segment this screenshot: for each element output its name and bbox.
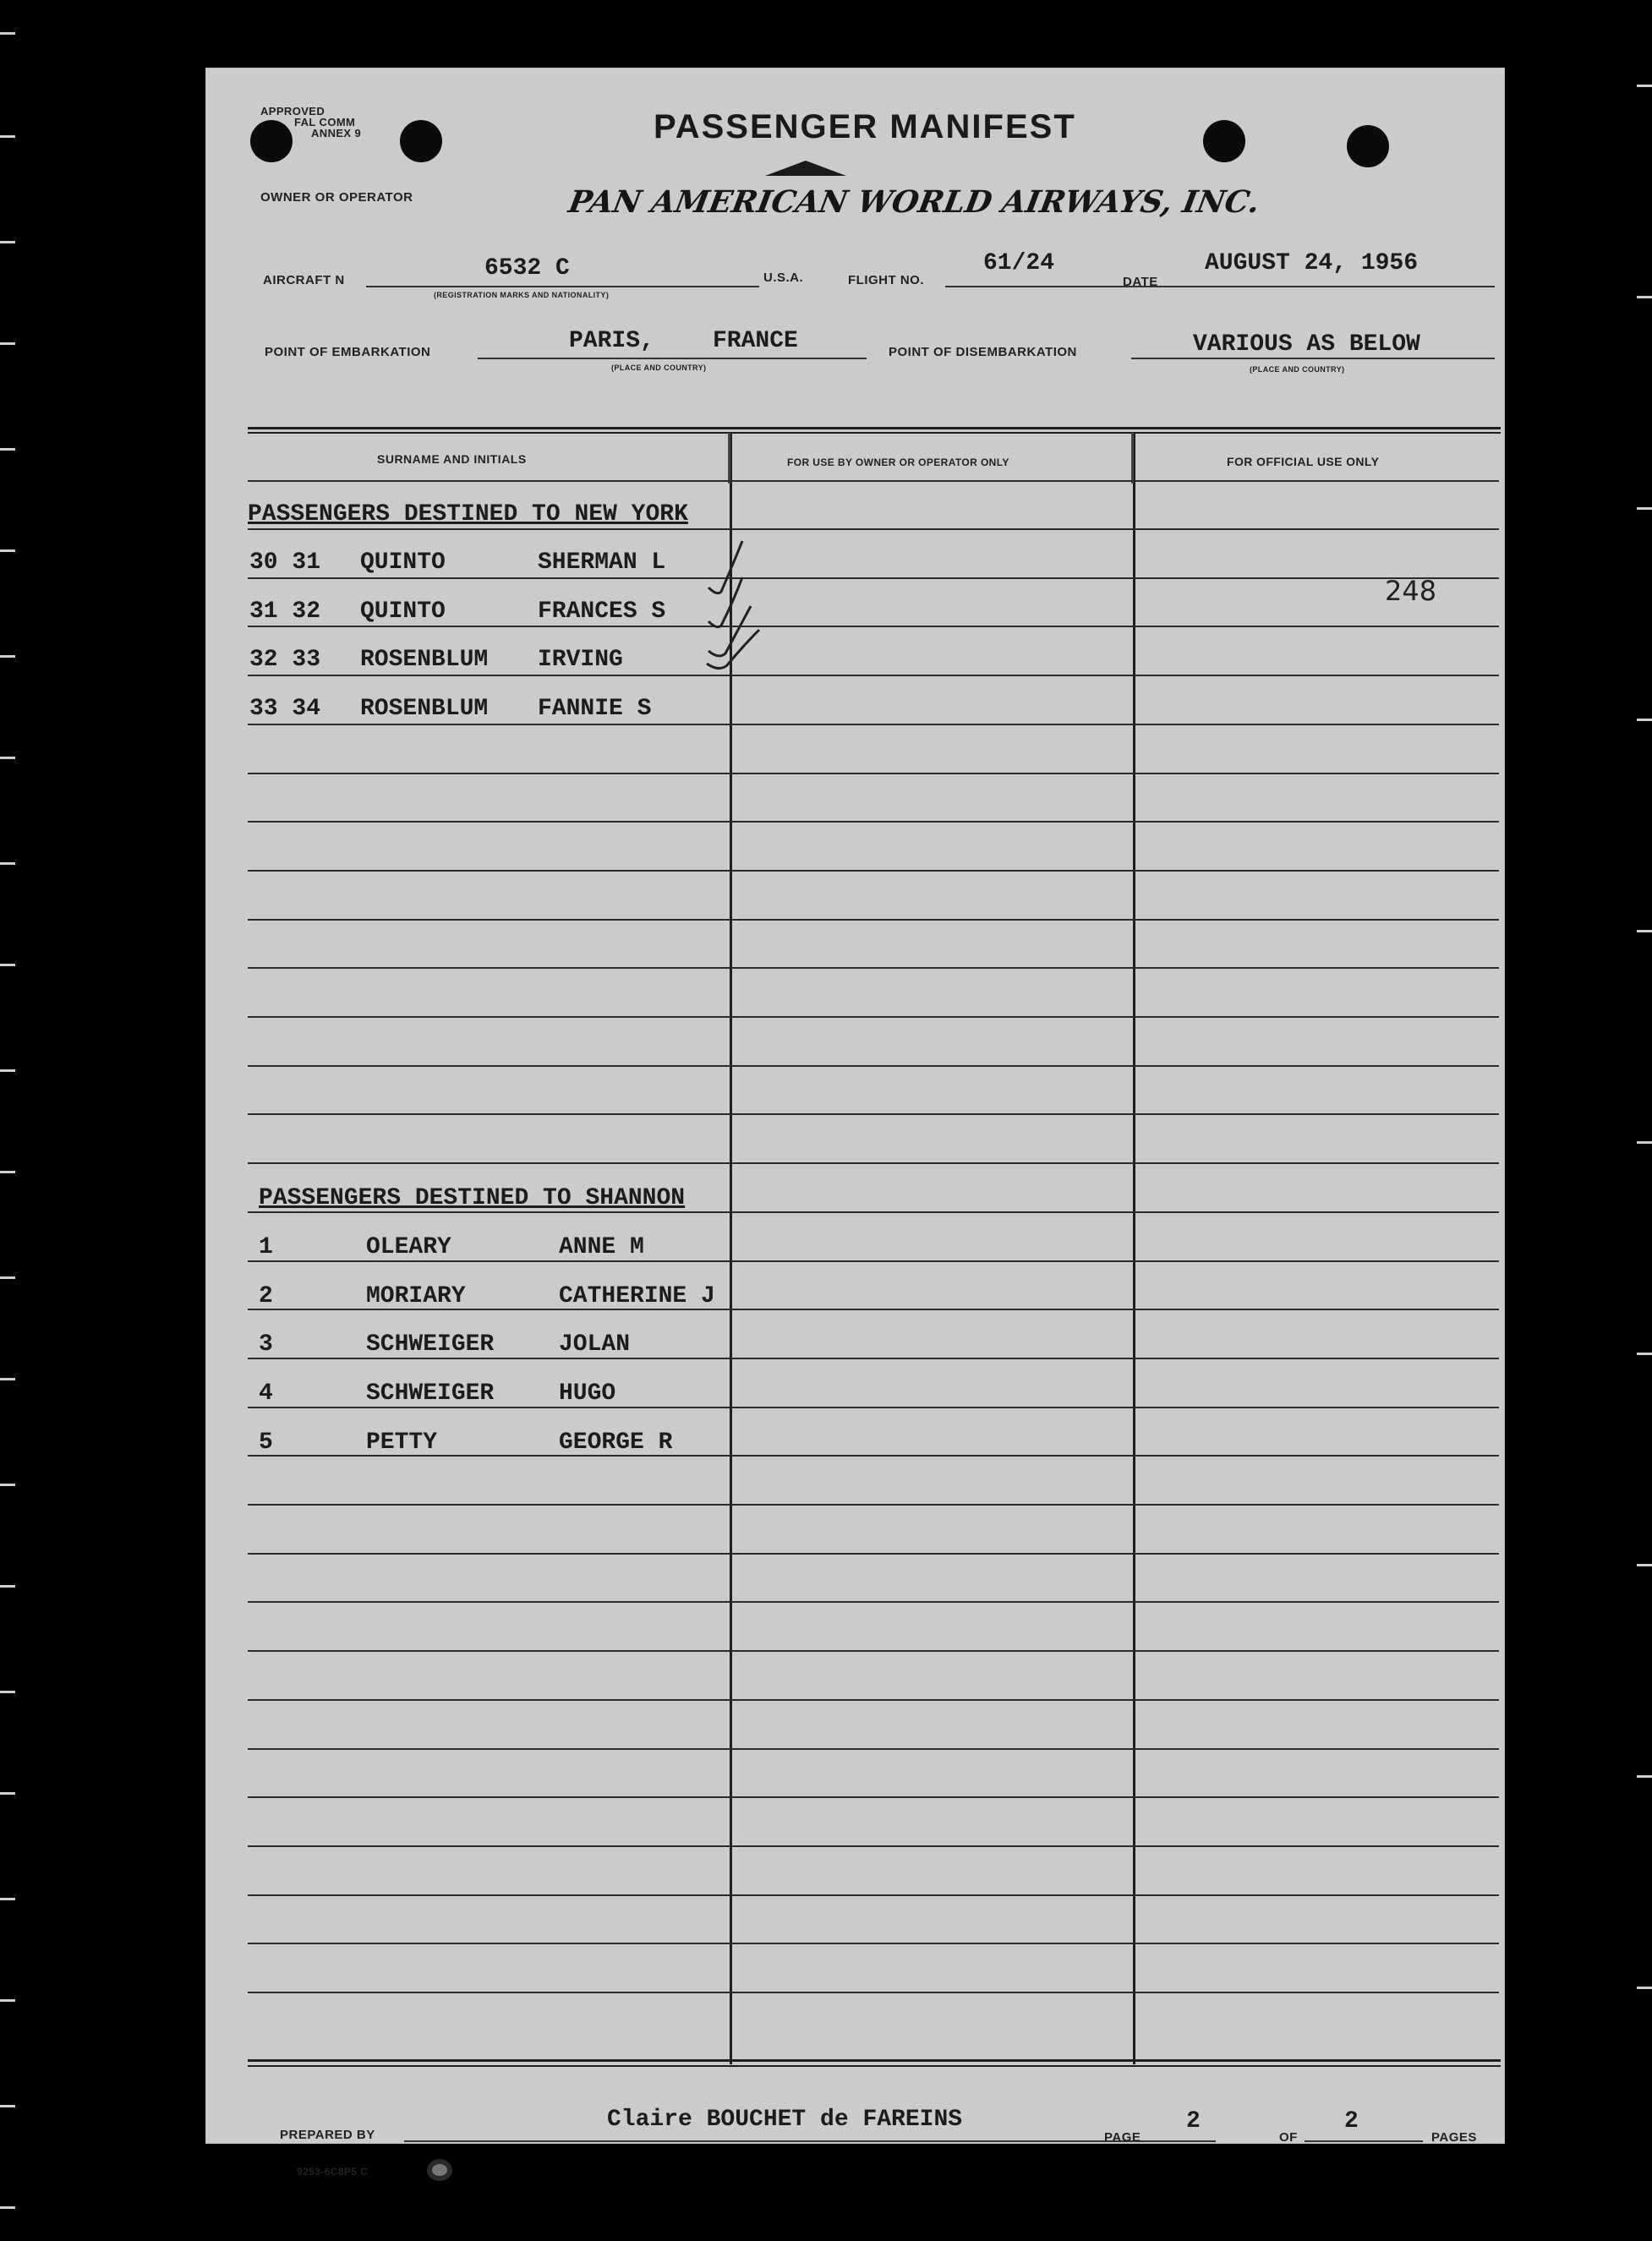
row-rule bbox=[248, 1211, 1499, 1213]
column-header-surname: SURNAME AND INITIALS bbox=[377, 452, 527, 466]
punch-hole bbox=[1347, 125, 1389, 167]
passenger-given-name: IRVING bbox=[538, 647, 623, 673]
row-rule bbox=[248, 1699, 1499, 1701]
embarkation-label: POINT OF EMBARKATION bbox=[265, 345, 431, 359]
passenger-given-name: JOLAN bbox=[559, 1331, 631, 1358]
row-rule bbox=[248, 528, 1499, 530]
section-heading-new-york: PASSENGERS DESTINED TO NEW YORK bbox=[248, 501, 688, 527]
passenger-given-name: CATHERINE J bbox=[559, 1283, 715, 1309]
passenger-row bbox=[205, 1380, 730, 1414]
passenger-row bbox=[205, 599, 730, 632]
aircraft-value: 6532 C bbox=[484, 255, 570, 281]
row-rule bbox=[248, 870, 1499, 872]
embarkation-city: PARIS, bbox=[569, 328, 654, 354]
passenger-surname: PETTY bbox=[366, 1429, 438, 1456]
passenger-row bbox=[205, 1429, 730, 1463]
row-rule bbox=[248, 821, 1499, 823]
form-number: 9253-6C8P5 C bbox=[297, 2166, 369, 2178]
page-value: 2 bbox=[1186, 2108, 1201, 2134]
row-rule bbox=[248, 967, 1499, 969]
official-note: 248 bbox=[1385, 575, 1437, 607]
passenger-given-name: SHERMAN L bbox=[538, 549, 666, 576]
manifest-sheet bbox=[205, 68, 1505, 2178]
passenger-row bbox=[205, 1283, 730, 1317]
embarkation-country: FRANCE bbox=[713, 328, 798, 354]
approval-stamp: APPROVED FAL COMM ANNEX 9 bbox=[260, 105, 362, 139]
passenger-given-name: ANNE M bbox=[559, 1234, 644, 1260]
row-rule bbox=[248, 1601, 1499, 1603]
row-rule bbox=[248, 1065, 1499, 1067]
row-rule bbox=[248, 1650, 1499, 1652]
row-rule bbox=[248, 1504, 1499, 1506]
flight-label: FLIGHT NO. bbox=[848, 273, 924, 287]
row-rule bbox=[248, 1748, 1499, 1750]
row-rule bbox=[248, 1162, 1499, 1164]
row-rule bbox=[248, 1894, 1499, 1896]
passenger-surname: QUINTO bbox=[360, 549, 446, 576]
passenger-surname: ROSENBLUM bbox=[360, 647, 489, 673]
page-title: PASSENGER MANIFEST bbox=[654, 108, 1076, 145]
row-rule bbox=[248, 1553, 1499, 1555]
passenger-given-name: HUGO bbox=[559, 1380, 616, 1407]
row-rule bbox=[248, 1016, 1499, 1018]
airline-logo-icon bbox=[763, 159, 848, 178]
prepared-by-label: PREPARED BY bbox=[280, 2128, 375, 2142]
disembarkation-label: POINT OF DISEMBARKATION bbox=[889, 345, 1077, 359]
owner-value: PAN AMERICAN WORLD AIRWAYS, INC. bbox=[566, 184, 1263, 220]
passenger-number: 4 bbox=[259, 1380, 273, 1407]
column-header-official-use: FOR OFFICIAL USE ONLY bbox=[1227, 455, 1380, 468]
passenger-number: 2 bbox=[259, 1283, 273, 1309]
passenger-number: 30 31 bbox=[249, 549, 321, 576]
passenger-row bbox=[205, 549, 730, 583]
page-label: PAGE bbox=[1104, 2130, 1141, 2145]
passenger-number: 3 bbox=[259, 1331, 273, 1358]
row-rule bbox=[248, 1796, 1499, 1798]
passenger-surname: OLEARY bbox=[366, 1234, 451, 1260]
flight-value: 61/24 bbox=[983, 250, 1055, 276]
passenger-number: 5 bbox=[259, 1429, 273, 1456]
pages-label: PAGES bbox=[1431, 2130, 1477, 2145]
passenger-surname: SCHWEIGER bbox=[366, 1380, 495, 1407]
passenger-row bbox=[205, 1331, 730, 1365]
passenger-row bbox=[205, 647, 730, 680]
passenger-row bbox=[205, 1234, 730, 1268]
column-header-owner-use: FOR USE BY OWNER OR OPERATOR ONLY bbox=[787, 456, 1009, 468]
row-rule bbox=[248, 919, 1499, 921]
passenger-number: 1 bbox=[259, 1234, 273, 1260]
row-rule bbox=[248, 1943, 1499, 1944]
of-value: 2 bbox=[1344, 2108, 1359, 2134]
passenger-given-name: FANNIE S bbox=[538, 696, 652, 722]
section-heading-shannon: PASSENGERS DESTINED TO SHANNON bbox=[259, 1185, 686, 1211]
aircraft-label: AIRCRAFT N bbox=[263, 273, 345, 287]
disembarkation-value: VARIOUS AS BELOW bbox=[1193, 331, 1420, 358]
passenger-surname: SCHWEIGER bbox=[366, 1331, 495, 1358]
passenger-number: 33 34 bbox=[249, 696, 321, 722]
passenger-number: 32 33 bbox=[249, 647, 321, 673]
aircraft-sublabel: (REGISTRATION MARKS AND NATIONALITY) bbox=[434, 291, 610, 299]
row-rule bbox=[248, 1992, 1499, 1993]
disembarkation-sublabel: (PLACE AND COUNTRY) bbox=[1250, 365, 1345, 374]
row-rule bbox=[248, 1113, 1499, 1115]
union-label-icon bbox=[425, 2157, 454, 2183]
date-value: AUGUST 24, 1956 bbox=[1205, 250, 1419, 276]
row-rule bbox=[248, 773, 1499, 774]
punch-hole bbox=[1203, 120, 1245, 162]
passenger-given-name: GEORGE R bbox=[559, 1429, 673, 1456]
checkmarks-icon bbox=[700, 537, 768, 680]
embarkation-sublabel: (PLACE AND COUNTRY) bbox=[611, 363, 707, 372]
passenger-surname: QUINTO bbox=[360, 599, 446, 625]
passenger-surname: ROSENBLUM bbox=[360, 696, 489, 722]
prepared-by-value: Claire BOUCHET de FAREINS bbox=[607, 2107, 963, 2133]
passenger-surname: MORIARY bbox=[366, 1283, 466, 1309]
row-rule bbox=[248, 1845, 1499, 1847]
passenger-row bbox=[205, 696, 730, 730]
passenger-given-name: FRANCES S bbox=[538, 599, 666, 625]
of-label: OF bbox=[1279, 2130, 1298, 2145]
owner-label: OWNER OR OPERATOR bbox=[260, 190, 413, 205]
country-label: U.S.A. bbox=[763, 271, 804, 285]
passenger-number: 31 32 bbox=[249, 599, 321, 625]
date-label: DATE bbox=[1123, 275, 1158, 289]
